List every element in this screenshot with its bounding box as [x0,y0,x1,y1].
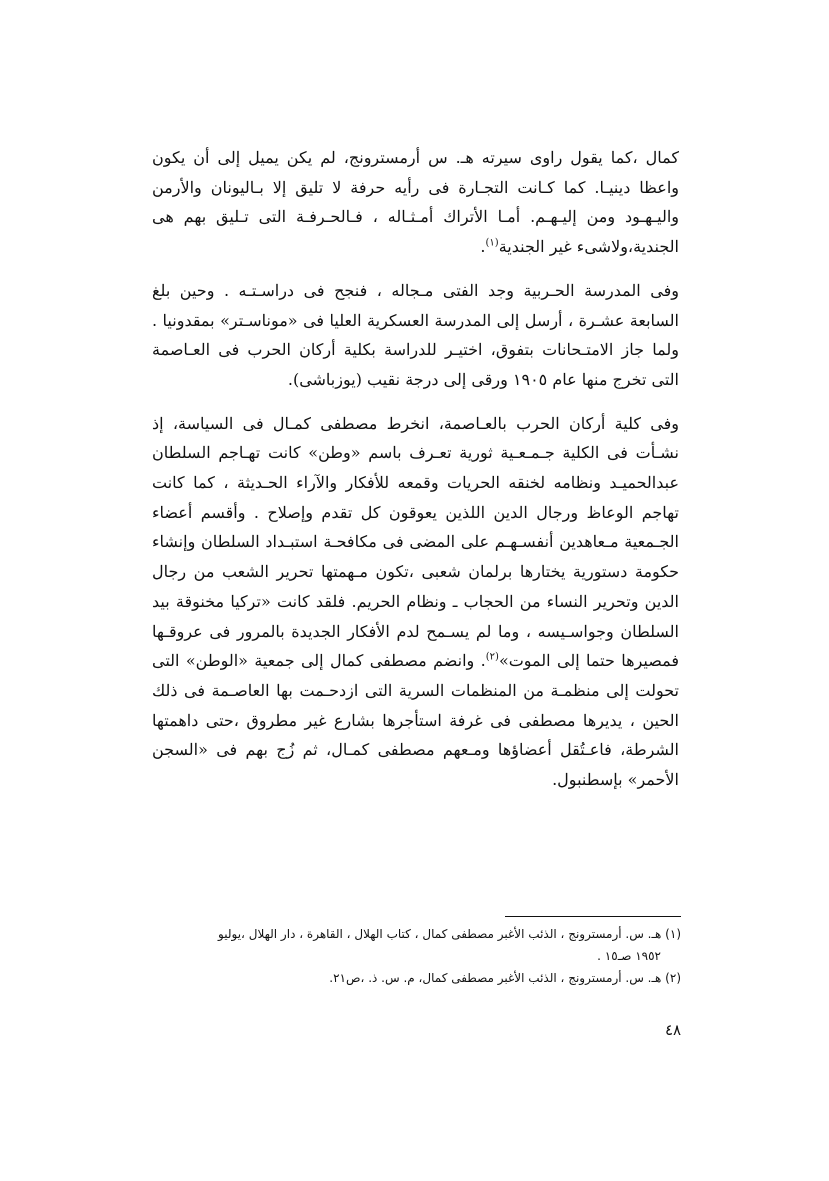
paragraph-2-text: وفى المدرسة الحـربية وجد الفتى مـجاله ، فنجح فى دراسـتـه . وحين بلغ السابعة عشـرة ، أرسل إلى المدرسة العسكرية العليا فى «موناسـتر» بمقدونيا . ولما جاز الامتـحانات بتفوق، اختيـر للدراسة بكلية أركان الحرب فى العـاصمة التى تخرج منها عام ١٩٠٥ ورقى إلى درجة نقيب (يوزباشى). [152,280,680,389]
footnote-1-text: هـ. س. أرمسترونج ، الذئب الأغبر مصطفى كمال ، كتاب الهلال ، القاهرة ، دار الهلال ،يوليو [218,927,662,941]
paragraph-3-text: وفى كلية أركان الحرب بالعـاصمة، انخرط مصطفى كمـال فى السياسة، إذ نشـأت فى الكلية جـمـعـية ثورية تعـرف باسم «وطن» كانت تهـاجم السلطان عبدالحميـد ونظامه لخنقه الحريات وقمعه للأفكار والآراء الحـديثة ، كما كانت تهاجم الوعاظ ورجال الدين اللذين يعوقون كل تقدم وإصلاح . وأقسم أعضاء الجـمعية مـعاهدين أنفسـهـم على المضى فى مكافحـة استبـداد السلطان وإنشاء حكومة دستورية يختارها برلمان شعبى ،تكون مـهمتها تحرير الشعب من رجال الدين وتحرير النساء من الحجاب ـ ونظام الحريم. فلقد كانت «تركيا مخنوقة بيد السلطان وجواسـيسه ، وما لم يسـمح لدم الأفكار الجديدة بالمرور فى عروقـها فمصيرها حتما إلى الموت» [152,413,680,671]
paragraph-1-text: كمال ،كما يقول راوى سيرته هـ. س أرمسترونج، لم يكن يميل إلى أن يكون واعظا دينيـا. كما كـانت التجـارة فى رأيه حرفة لا تليق إلا بـاليونان والأرمن واليـهـود ومن إليـهـم. أمـا الأتراك أمـثـاله ، فـالحـرفـة التى تـليق بهم هى الجندية،ولاشىء غير الجندية [152,148,679,257]
footnote-ref-1[interactable]: (١) [485,237,499,249]
page-number: ٤٨ [664,1021,682,1039]
paragraph-1-tail: . [480,237,486,257]
paragraph-3 [152,409,679,795]
footnote-1-continuation: ١٩٥٢ صـ١٥ . [597,949,661,963]
footnote-ref-2[interactable]: (٢) [485,651,499,663]
paragraph-1 [152,143,679,262]
body-text [152,143,679,809]
footnote-2 [137,967,681,989]
footnote-divider [505,916,681,917]
paragraph-3-tail: . وانضم مصطفى كمال إلى جمعية «الوطن» التى تحولت إلى منظمـة من المنظمات السرية التى ازدحـمت بها العاصـمة فى ذلك الحين ، يديرها مصطفى فى غرفة استأجرها بشارع غير مطروق ،حتى داهمتها الشرطة، فاعـتُقل أعضاؤها ومـعهم مصطفى كمـال، ثم زُج بهم فى «السجن الأحمر» بإسطنبول. [152,651,679,790]
footnote-1-mark: (١) [665,927,681,941]
footnote-2-text: هـ. س. أرمسترونج ، الذئب الأغبر مصطفى كمال، م. س. ذ. ،ص٢١. [329,971,662,985]
footnote-2-mark: (٢) [665,971,681,985]
paragraph-2 [152,276,679,395]
footnotes [137,923,681,989]
footnote-1 [137,923,681,967]
